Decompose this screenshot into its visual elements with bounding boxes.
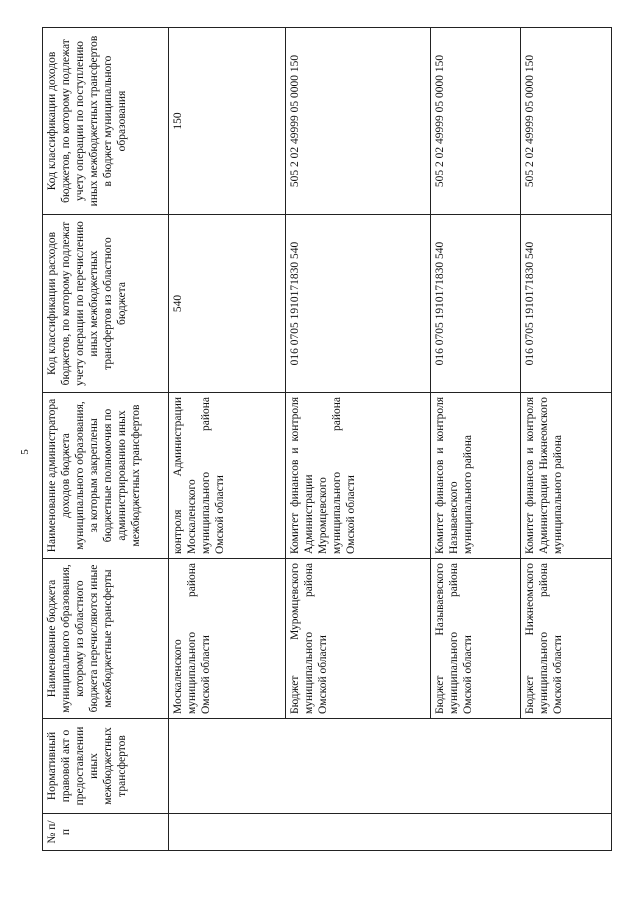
rotated-page xyxy=(42,28,612,851)
header-number: № п/п xyxy=(43,814,169,851)
budget-name-cell: Бюджет Называевского муниципального района Омской области xyxy=(430,559,521,719)
header-administrator: Наименование администратора доходов бюджета муниципального образования, за которым закреплены бюджетные полномочия по администрированию иных межбюджетных трансфертов xyxy=(43,393,169,559)
expense-code-cell: 016 0705 1910171830 540 xyxy=(521,215,612,393)
header-legal-act: Нормативный правовой акт о предоставлении иных межбюджетных трансфертов xyxy=(43,719,169,814)
budget-name-cell: Бюджет Муромцевского муниципального района Омской области xyxy=(286,559,430,719)
administrator-cell: Комитет финансов и контроля Администрации Муромцевского муниципального района Омской области xyxy=(286,393,430,559)
number-cell xyxy=(169,814,612,851)
expense-code-cell: 016 0705 1910171830 540 xyxy=(286,215,430,393)
header-expense-code: Код классификации расходов бюджетов, по которому подлежат учету операции по перечислению иных межбюджетных трансфертов из областного бюджета xyxy=(43,215,169,393)
table-row xyxy=(169,28,286,851)
header-budget-name: Наименование бюджета муниципального образования, которому из областного бюджета перечисляются иные межбюджетные трансферты xyxy=(43,559,169,719)
income-code-cell: 150 xyxy=(169,28,286,215)
expense-code-cell: 540 xyxy=(169,215,286,393)
header-income-code: Код классификации доходов бюджетов, по которому подлежат учету операции по поступлению иных межбюджетных трансфертов в бюджет муниципального образования xyxy=(43,28,169,215)
income-code-cell: 505 2 02 49999 05 0000 150 xyxy=(521,28,612,215)
page-number: 5 xyxy=(18,449,31,455)
budget-name-cell: Москаленского муниципального района Омской области xyxy=(169,559,286,719)
administrator-cell: Комитет финансов и контроля Администрации Нижнеомского муниципального района xyxy=(521,393,612,559)
expense-code-cell: 016 0705 1910171830 540 xyxy=(430,215,521,393)
budget-name-cell: Бюджет Нижнеомского муниципального района Омской области xyxy=(521,559,612,719)
table-header-row xyxy=(43,28,169,851)
administrator-cell: контроля Администрации Москаленского муниципального района Омской области xyxy=(169,393,286,559)
transfers-table xyxy=(42,27,612,851)
administrator-cell: Комитет финансов и контроля Называевского муниципального района xyxy=(430,393,521,559)
income-code-cell: 505 2 02 49999 05 0000 150 xyxy=(286,28,430,215)
income-code-cell: 505 2 02 49999 05 0000 150 xyxy=(430,28,521,215)
legal-act-cell xyxy=(169,719,612,814)
